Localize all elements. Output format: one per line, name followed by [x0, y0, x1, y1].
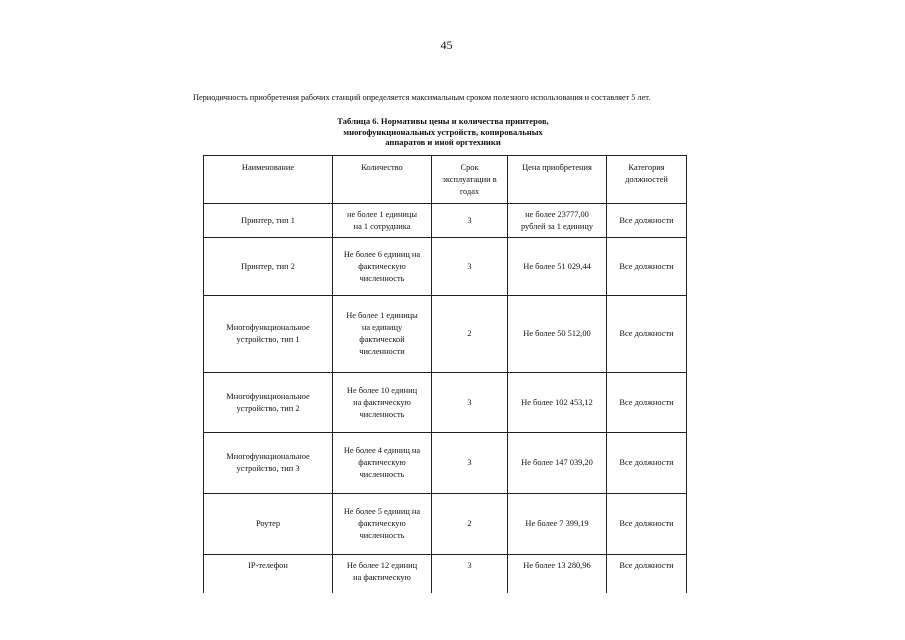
- cell-price: [508, 204, 607, 238]
- cell-line: численность: [359, 531, 405, 540]
- cell-line: Роутер: [255, 519, 281, 528]
- cell-term: 2: [432, 296, 508, 373]
- cell-line: IP-телефон: [248, 561, 288, 570]
- cell-category: Все должности: [607, 494, 687, 555]
- cell-category: Все должности: [607, 373, 687, 433]
- cell-price: [508, 238, 607, 296]
- cell-line: на 1 сотрудника: [353, 221, 411, 231]
- cell-price: [508, 494, 607, 555]
- cell-category: Все должности: [607, 296, 687, 373]
- cell-line: Не более 50 512,00: [523, 329, 591, 338]
- cell-price: [508, 555, 607, 593]
- cell-line: эксплуатации в: [442, 175, 497, 184]
- cell-name: [204, 296, 333, 373]
- table-header-row: [204, 156, 687, 204]
- table-row: [204, 373, 687, 433]
- cell-line: не более 23777,00: [525, 209, 589, 219]
- cell-price: [508, 433, 607, 494]
- cell-line: Не более 7 399,19: [525, 519, 589, 528]
- cell-line: Не более 51 029,44: [523, 261, 591, 271]
- header-name: [204, 156, 333, 204]
- cell-line: Не более 4 единиц на: [343, 446, 421, 455]
- cell-price: [508, 296, 607, 373]
- cell-line: Цена приобретения: [522, 163, 592, 172]
- table-row: [204, 555, 687, 593]
- table-title: [305, 116, 581, 148]
- cell-name: [204, 555, 333, 593]
- cell-line: численность: [359, 273, 405, 283]
- cell-line: Не более 102 453,12: [521, 397, 593, 407]
- cell-line: Принтер, тип 2: [241, 261, 295, 271]
- header-category: [607, 156, 687, 204]
- cell-line: Многофункциональное: [226, 452, 310, 461]
- cell-line: Не более 10 единиц: [346, 385, 418, 395]
- header-price: [508, 156, 607, 204]
- cell-line: численность: [359, 409, 405, 419]
- table-row: [204, 494, 687, 555]
- cell-category: Все должности: [607, 555, 687, 593]
- cell-line: Не более 12 единиц: [346, 561, 418, 570]
- cell-line: устройство, тип 1: [236, 335, 300, 344]
- cell-term: 3: [432, 555, 508, 593]
- cell-line: рублей за 1 единицу: [520, 221, 594, 231]
- cell-term: 3: [432, 204, 508, 238]
- cell-line: должностей: [625, 175, 668, 184]
- cell-term: 3: [432, 238, 508, 296]
- cell-line: на фактическую: [353, 397, 411, 407]
- cell-line: Категория: [628, 163, 665, 172]
- cell-category: Все должности: [607, 238, 687, 296]
- cell-name: [204, 204, 333, 238]
- cell-category: Все должности: [607, 433, 687, 494]
- cell-name: [204, 494, 333, 555]
- cell-category: Все должности: [607, 204, 687, 238]
- cell-line: Количество: [361, 163, 403, 172]
- cell-quantity: [333, 555, 432, 593]
- table-row: [204, 296, 687, 373]
- cell-line: Не более 13 280,96: [523, 561, 591, 570]
- cell-line: не более 1 единицы: [346, 209, 418, 219]
- header-quantity: [333, 156, 432, 204]
- intro-paragraph: Периодичность приобретения рабочих станций определяется максимальным сроком полезного использования и составляет 5 лет.: [193, 93, 651, 102]
- cell-term: 3: [432, 373, 508, 433]
- cell-line: Не более 5 единиц на: [343, 507, 421, 516]
- cell-line: Принтер, тип 1: [241, 215, 295, 225]
- cell-line: Не более 1 единицы: [346, 311, 418, 320]
- cell-quantity: [333, 238, 432, 296]
- cell-quantity: [333, 204, 432, 238]
- header-term: [432, 156, 508, 204]
- cell-line: устройство, тип 3: [236, 464, 300, 473]
- cell-line: Не более 6 единиц на: [343, 249, 421, 259]
- cell-line: Срок: [460, 163, 479, 172]
- table-title-line: аппаратов и иной оргтехники: [385, 137, 501, 147]
- cell-line: на фактическую: [353, 573, 411, 582]
- cell-quantity: [333, 373, 432, 433]
- cell-line: фактическую: [358, 458, 406, 467]
- cell-line: Наименование: [241, 163, 295, 172]
- cell-name: [204, 373, 333, 433]
- cell-quantity: [333, 494, 432, 555]
- table-row: [204, 433, 687, 494]
- cell-name: [204, 433, 333, 494]
- cell-quantity: [333, 433, 432, 494]
- cell-line: фактической: [359, 335, 405, 344]
- cell-line: годах: [459, 187, 480, 196]
- cell-line: Многофункциональное: [226, 391, 310, 401]
- cell-quantity: [333, 296, 432, 373]
- cell-line: численность: [359, 470, 405, 479]
- cell-line: фактическую: [358, 519, 406, 528]
- cell-line: численности: [359, 347, 405, 356]
- cell-line: устройство, тип 2: [236, 403, 300, 413]
- cell-line: Не более 147 039,20: [521, 458, 593, 467]
- table-row: [204, 204, 687, 238]
- table-title-line: многофункциональных устройств, копировальных: [343, 126, 543, 137]
- table-row: [204, 238, 687, 296]
- table-title-line: Таблица 6. Нормативы цены и количества принтеров,: [337, 116, 549, 126]
- cell-price: [508, 373, 607, 433]
- cell-line: Многофункциональное: [226, 323, 310, 332]
- cell-line: на единицу: [361, 323, 403, 332]
- cell-term: 3: [432, 433, 508, 494]
- page-number: 45: [440, 38, 453, 52]
- norms-table: [203, 155, 687, 593]
- cell-term: 2: [432, 494, 508, 555]
- cell-line: фактическую: [358, 261, 406, 271]
- cell-name: [204, 238, 333, 296]
